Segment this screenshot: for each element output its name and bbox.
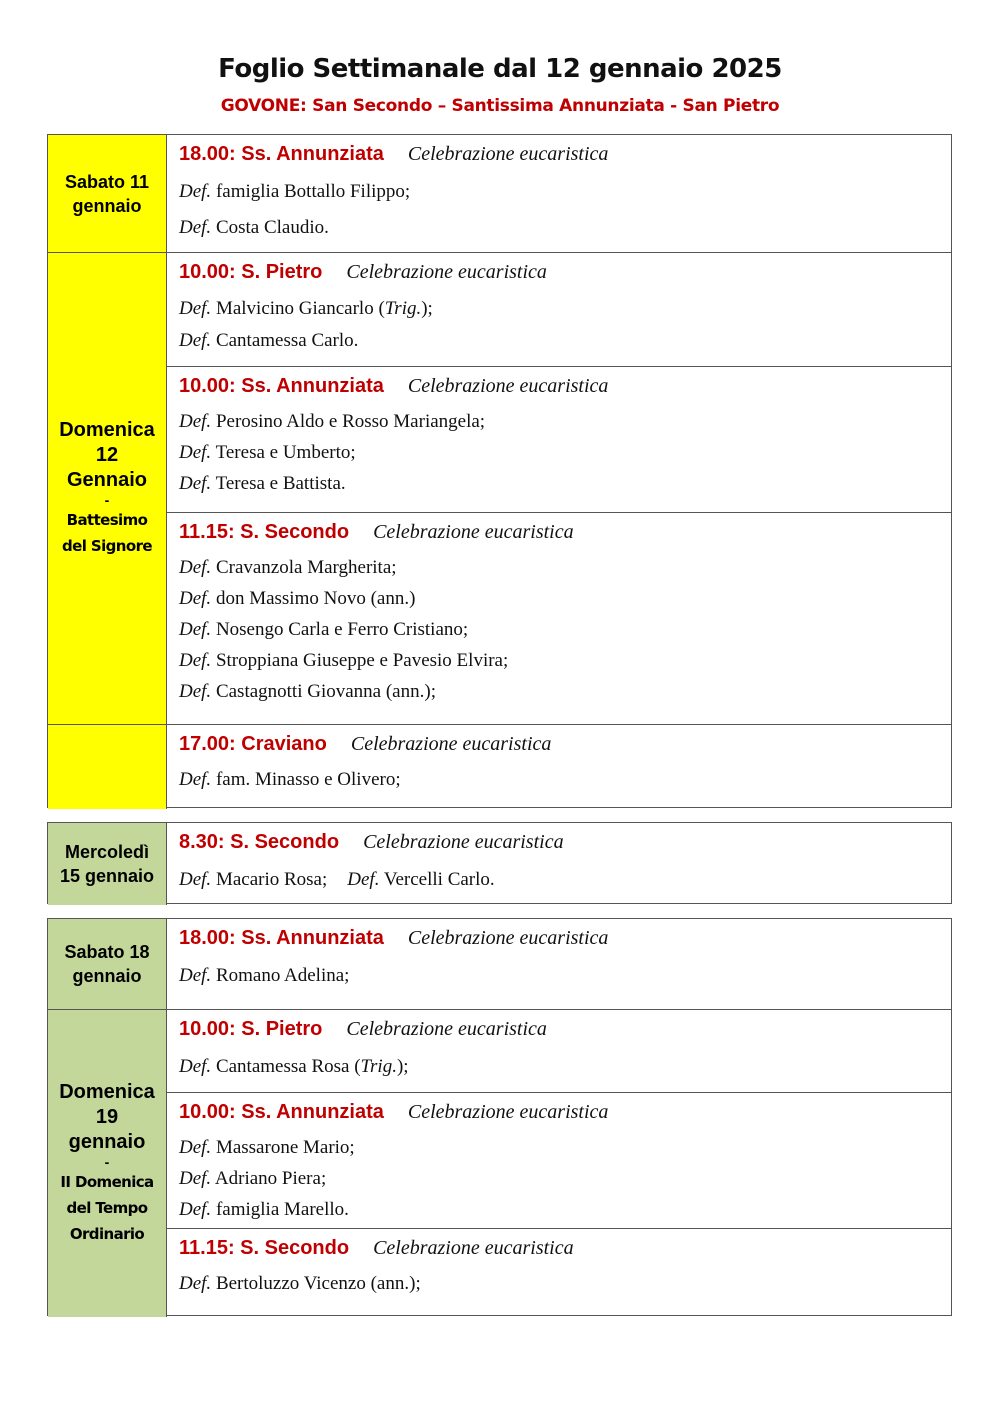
service-type: Celebrazione eucaristica: [407, 927, 609, 949]
service-entry: [167, 1228, 951, 1317]
page-title: Foglio Settimanale dal 12 gennaio 2025: [218, 54, 782, 84]
service-time-place: 18.00: Ss. Annunziata: [179, 927, 384, 949]
service-entry: [167, 135, 951, 252]
intention-text: Perosino Aldo e Rosso Mariangela;: [211, 411, 486, 432]
intention-text: Malvicino Giancarlo (: [211, 298, 385, 319]
intention-text: Teresa e Battista.: [211, 473, 346, 494]
service-header: [179, 521, 574, 544]
feast-name-line: II Domenica: [60, 1173, 154, 1191]
def-label: Def.: [179, 619, 212, 640]
intention-line: [179, 1137, 355, 1159]
day-name-line: Mercoledì: [64, 842, 150, 862]
service-time-place: 10.00: S. Pietro: [179, 261, 323, 283]
intention-text: Bertoluzzo Vicenzo (ann.);: [211, 1273, 421, 1294]
day-separator: -: [104, 1154, 110, 1170]
intention-text: Cantamessa Rosa (: [211, 1056, 361, 1077]
feast-name-line: Ordinario: [69, 1225, 145, 1243]
intention-line: [179, 619, 468, 641]
intention-line: [179, 411, 485, 433]
day-name-line: Domenica: [59, 419, 155, 441]
service-entry: [167, 724, 951, 809]
service-time-place: 11.15: S. Secondo: [179, 1237, 350, 1259]
feast-name-line: del Tempo: [66, 1199, 148, 1217]
service-time-place: 8.30: S. Secondo: [179, 831, 340, 853]
service-type: Celebrazione eucaristica: [350, 733, 552, 755]
day-cell: [48, 135, 167, 252]
intention-line: [179, 1056, 409, 1078]
service-header: [179, 831, 564, 854]
intention-text: fam. Minasso e Olivero;: [211, 769, 401, 790]
day-cell: [48, 823, 167, 905]
def-label: Def.: [179, 473, 212, 494]
intention-note: Trig.: [384, 298, 422, 319]
intention-line: [179, 681, 436, 703]
intention-text: Macario Rosa;: [211, 869, 328, 890]
intention-text-tail: );: [421, 298, 433, 319]
intention-text: Romano Adelina;: [211, 965, 350, 986]
intention-line: [179, 1273, 421, 1295]
def-label: Def.: [179, 442, 212, 463]
def-label: Def.: [179, 298, 212, 319]
service-type: Celebrazione eucaristica: [373, 1237, 574, 1259]
schedule-block: [47, 134, 952, 808]
service-header: [179, 927, 608, 950]
def-label: Def.: [179, 330, 212, 351]
intention-line: [179, 442, 356, 464]
service-type: Celebrazione eucaristica: [346, 261, 547, 283]
intention-text: Massarone Mario;: [211, 1137, 355, 1158]
def-label: Def.: [179, 588, 212, 609]
feast-name-line: Battesimo: [66, 511, 148, 529]
intention-line: [179, 965, 349, 987]
def-label: Def.: [179, 1273, 212, 1294]
service-type: Celebrazione eucaristica: [346, 1018, 547, 1040]
intention-line: [179, 298, 433, 320]
day-name-line: Sabato 18: [64, 942, 150, 962]
intention-text: Cravanzola Margherita;: [211, 557, 397, 578]
day-name-line: gennaio: [68, 1131, 146, 1153]
def-label: Def.: [347, 869, 380, 890]
intention-note: Trig.: [360, 1056, 397, 1077]
intention-line: [179, 650, 508, 672]
def-label: Def.: [179, 181, 212, 202]
day-cell-empty: [48, 724, 167, 809]
intention-text: Teresa e Umberto;: [211, 442, 356, 463]
intention-line: [179, 588, 415, 610]
intention-text: Vercelli Carlo.: [379, 869, 495, 890]
service-entry: [167, 1092, 951, 1228]
service-time-place: 10.00: Ss. Annunziata: [179, 1101, 384, 1123]
def-label: Def.: [179, 965, 212, 986]
intention-text: Nosengo Carla e Ferro Cristiano;: [211, 619, 469, 640]
day-cell: [48, 252, 167, 724]
intention-text: famiglia Bottallo Filippo;: [211, 181, 411, 202]
schedule-block: [47, 918, 952, 1316]
service-header: [179, 1101, 608, 1124]
day-name-line: 12: [95, 444, 119, 466]
service-header: [179, 143, 608, 166]
service-entry: [167, 512, 951, 724]
day-separator: -: [104, 492, 110, 508]
def-label: Def.: [179, 1056, 212, 1077]
intention-text: Costa Claudio.: [211, 217, 329, 238]
service-time-place: 18.00: Ss. Annunziata: [179, 143, 384, 165]
intention-line: [179, 869, 495, 891]
service-type: Celebrazione eucaristica: [407, 1101, 609, 1123]
intention-text-tail: );: [396, 1056, 409, 1077]
day-name-line: Sabato 11: [64, 171, 150, 192]
intention-line: [179, 557, 397, 579]
intention-text: Castagnotti Giovanna (ann.);: [211, 681, 436, 702]
def-label: Def.: [179, 769, 212, 790]
intention-line: [179, 473, 346, 495]
service-entry: [167, 919, 951, 1009]
service-entry: [167, 366, 951, 512]
intention-text: Cantamessa Carlo.: [211, 330, 359, 351]
service-type: Celebrazione eucaristica: [407, 143, 609, 165]
def-label: Def.: [179, 1137, 212, 1158]
service-type: Celebrazione eucaristica: [373, 521, 574, 543]
intention-line: [179, 1199, 349, 1221]
day-cell: [48, 1009, 167, 1317]
intention-text: Adriano Piera;: [211, 1168, 327, 1189]
day-name-line: Domenica: [59, 1081, 155, 1103]
def-label: Def.: [179, 869, 212, 890]
intention-line: [179, 217, 329, 239]
service-header: [179, 733, 551, 756]
day-name-line: 19: [95, 1106, 119, 1128]
def-label: Def.: [179, 1168, 212, 1189]
day-name-line: gennaio: [72, 966, 142, 986]
day-name-line: 15 gennaio: [59, 866, 155, 886]
feast-name-line: del Signore: [62, 537, 152, 555]
service-type: Celebrazione eucaristica: [363, 831, 564, 853]
service-time-place: 10.00: S. Pietro: [179, 1018, 323, 1040]
church-list: : San Secondo – Santissima Annunziata - San Pietro: [300, 96, 780, 116]
service-header: [179, 1018, 547, 1041]
service-entry: [167, 823, 951, 905]
intention-text: famiglia Marello.: [211, 1199, 349, 1220]
def-label: Def.: [179, 1199, 212, 1220]
schedule-block: [47, 822, 952, 904]
intention-text: don Massimo Novo (ann.): [211, 588, 416, 609]
service-entry: [167, 252, 951, 366]
def-label: Def.: [179, 411, 212, 432]
page-subtitle: [0, 96, 1000, 116]
intention-line: [179, 181, 410, 203]
intention-text: Stroppiana Giuseppe e Pavesio Elvira;: [211, 650, 509, 671]
intention-line: [179, 1168, 326, 1190]
service-header: [179, 1237, 574, 1260]
def-label: Def.: [179, 650, 212, 671]
service-time-place: 11.15: S. Secondo: [179, 521, 350, 543]
def-label: Def.: [179, 557, 212, 578]
intention-line: [179, 330, 358, 352]
service-time-place: 17.00: Craviano: [179, 733, 327, 755]
service-time-place: 10.00: Ss. Annunziata: [179, 375, 384, 397]
day-cell: [48, 919, 167, 1009]
service-header: [179, 375, 608, 398]
service-type: Celebrazione eucaristica: [407, 375, 609, 397]
town-name: GOVONE: [220, 96, 301, 116]
service-header: [179, 261, 547, 284]
def-label: Def.: [179, 217, 212, 238]
day-name-line: Gennaio: [66, 469, 147, 491]
intention-line: [179, 769, 401, 791]
day-name-line: gennaio: [72, 195, 142, 216]
service-entry: [167, 1009, 951, 1092]
def-label: Def.: [179, 681, 212, 702]
